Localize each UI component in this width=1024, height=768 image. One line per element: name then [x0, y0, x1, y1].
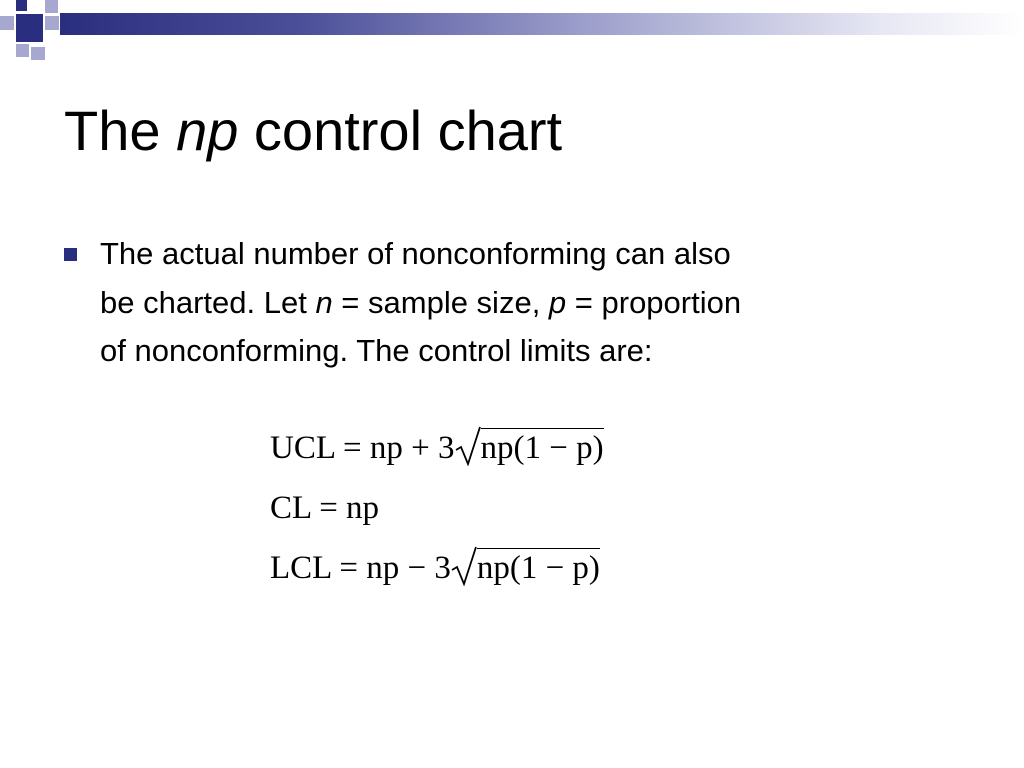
- var-n: n: [315, 284, 333, 320]
- sqrt-symbol: [451, 548, 600, 587]
- sqrt-symbol: [455, 428, 604, 467]
- bullet-line-1: The actual number of nonconforming can also: [100, 236, 731, 271]
- var-p: p: [548, 284, 567, 320]
- ucl-radicand: np(1 − p): [480, 430, 604, 466]
- bullet-line-2c: = proportion: [566, 284, 742, 320]
- deco-square: [0, 16, 14, 30]
- lcl-lhs: LCL = np − 3: [270, 550, 451, 586]
- deco-square: [31, 47, 45, 60]
- lcl-radicand: np(1 − p): [476, 550, 600, 586]
- title-word: The: [64, 99, 161, 162]
- radical-icon: [455, 426, 481, 466]
- cl-formula: [270, 490, 379, 527]
- cl-text: CL = np: [270, 490, 380, 526]
- control-limit-formulas: [270, 420, 770, 600]
- bullet-line-3: of nonconforming. The control limits are:: [100, 333, 653, 368]
- lcl-formula: [270, 548, 600, 587]
- title-word: control chart: [253, 99, 563, 162]
- deco-square: [16, 14, 43, 42]
- radical-icon: [451, 546, 477, 586]
- bullet-text: [100, 230, 964, 376]
- deco-square: [16, 0, 27, 11]
- ucl-formula: [270, 428, 604, 467]
- deco-square: [16, 44, 29, 57]
- bullet-square-icon: [64, 248, 77, 261]
- bullet-item: [64, 230, 964, 376]
- header-gradient-bar: [60, 13, 1024, 35]
- deco-square: [45, 0, 58, 13]
- slide-title: [64, 96, 562, 166]
- bullet-line-2a: be charted. Let: [100, 284, 316, 320]
- title-italic-np: np: [176, 99, 239, 162]
- deco-square: [45, 16, 59, 30]
- bullet-line-2b: = sample size,: [332, 284, 549, 320]
- ucl-lhs: UCL = np + 3: [270, 430, 455, 466]
